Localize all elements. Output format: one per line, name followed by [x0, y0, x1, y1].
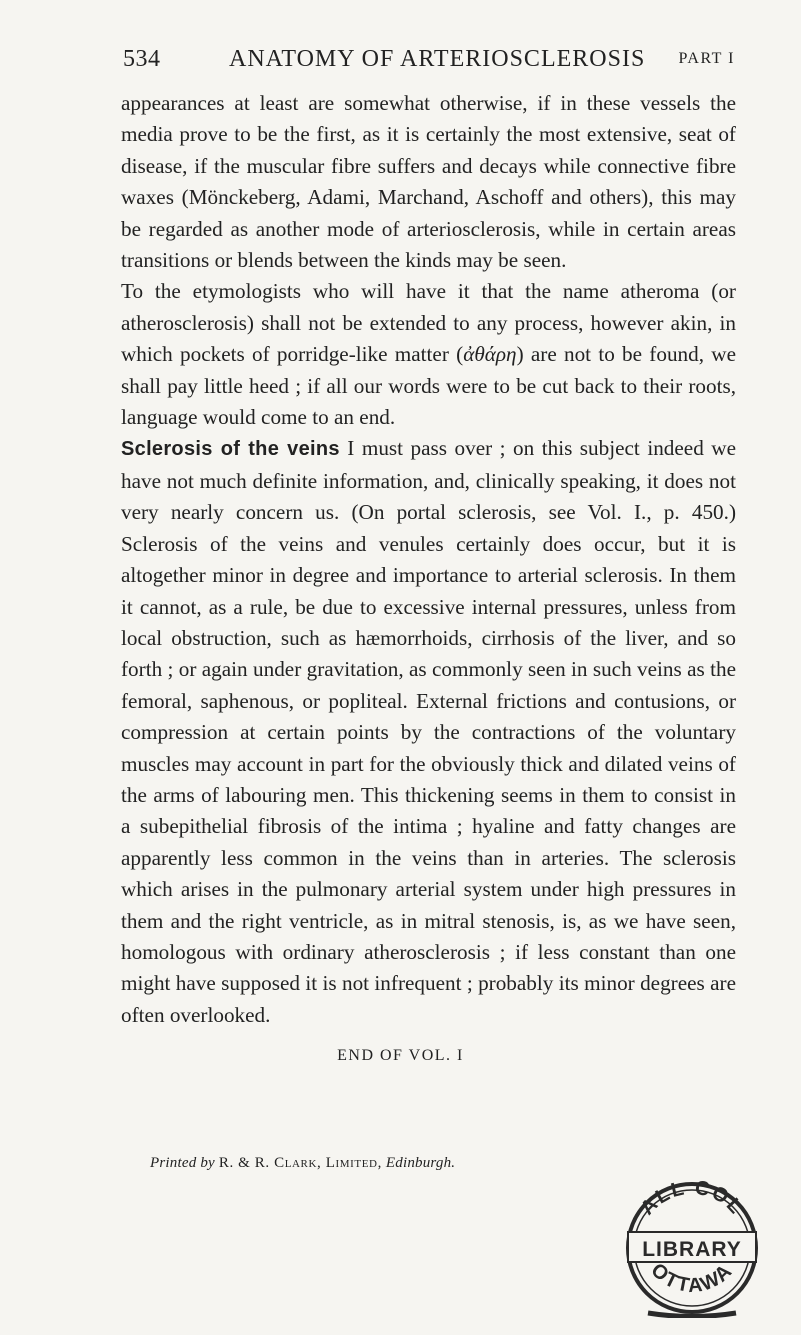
section-run-in-heading: Sclerosis of the veins — [121, 438, 340, 461]
svg-text:OTTAWA — [647, 1259, 738, 1297]
greek-word: ἀθάρη — [463, 342, 517, 367]
part-label: PART I — [678, 50, 735, 67]
veins-text: I must pass over ; on this subject indeed we have not much definite information, and, clinically speaking, it does not very nearly concern us. (On portal sclerosis, see Vol. I., p. 450.) Sclerosis of the veins and venules certainly does occur, but it is altogether minor in degree and importance to arterial sclerosis. In them it cannot, as a rule, be due to excessive internal pressures, unless from local obstruction, such as hæmorrhoids, cirrhosis of the liver, and so forth ; or again under gravitation, as commonly seen in such veins as the femoral, saphenous, or popliteal. External frictions and contusions, or compression at certain points by the contractions of the voluntary muscles may account in part for the obviously thick and dilated veins of the arms of labouring men. This thickening seems in them to consist in a subepithelial fibrosis of the intima ; hyaline and fatty changes are apparently less common in the veins than in arteries. The sclerosis which arises in the pulmonary arterial system under high pressures in them and the right ventricle, as in mitral stenosis, is, as we have seen, homologous with ordinary atherosclerosis ; if less constant than one might have supposed it is not infrequent ; probably its minor degrees are often overlooked. — [121, 436, 736, 1027]
imprint-place: Edinburgh. — [385, 1155, 456, 1171]
printer-imprint — [150, 1155, 670, 1172]
paragraph-veins — [121, 433, 736, 1031]
page-number: 534 — [123, 46, 161, 72]
stamp-middle-text: LIBRARY — [642, 1238, 742, 1261]
running-header — [123, 46, 735, 86]
imprint-printer: R. & R. Clark, Limited, — [218, 1155, 382, 1171]
stamp-bottom-text: OTTAWA — [646, 1259, 738, 1298]
paragraph-etymology — [121, 276, 736, 433]
end-of-volume-note: END OF VOL. I — [337, 1047, 464, 1064]
body-text — [121, 88, 736, 1031]
etymology-text-before: To the etymologists who will have it that the name atheroma (or atherosclerosis) shall not be extended to any process, however akin, in which pockets of porridge-like matter ( — [121, 279, 736, 367]
paragraph-continuation: appearances at least are somewhat otherwise, if in these vessels the media prove to be the first, as it is certainly the most extensive, seat of disease, if the muscular fibre suffers and decays while connective fibre waxes (Mönckeberg, Adami, Marchand, Aschoff and others), this may be regarded as another mode of arteriosclerosis, while in certain areas transitions or blends between the kinds may be seen. — [121, 91, 736, 273]
library-stamp-icon — [618, 1168, 766, 1318]
stamp-top-text: ALL COL — [636, 1176, 748, 1220]
imprint-printed-by: Printed by — [150, 1155, 215, 1171]
running-title: ANATOMY OF ARTERIOSCLEROSIS — [229, 46, 646, 72]
etymology-text-after: ) are not to be found, we shall pay little heed ; if all our words were to be cut back to their roots, language would come to an end. — [121, 342, 737, 430]
